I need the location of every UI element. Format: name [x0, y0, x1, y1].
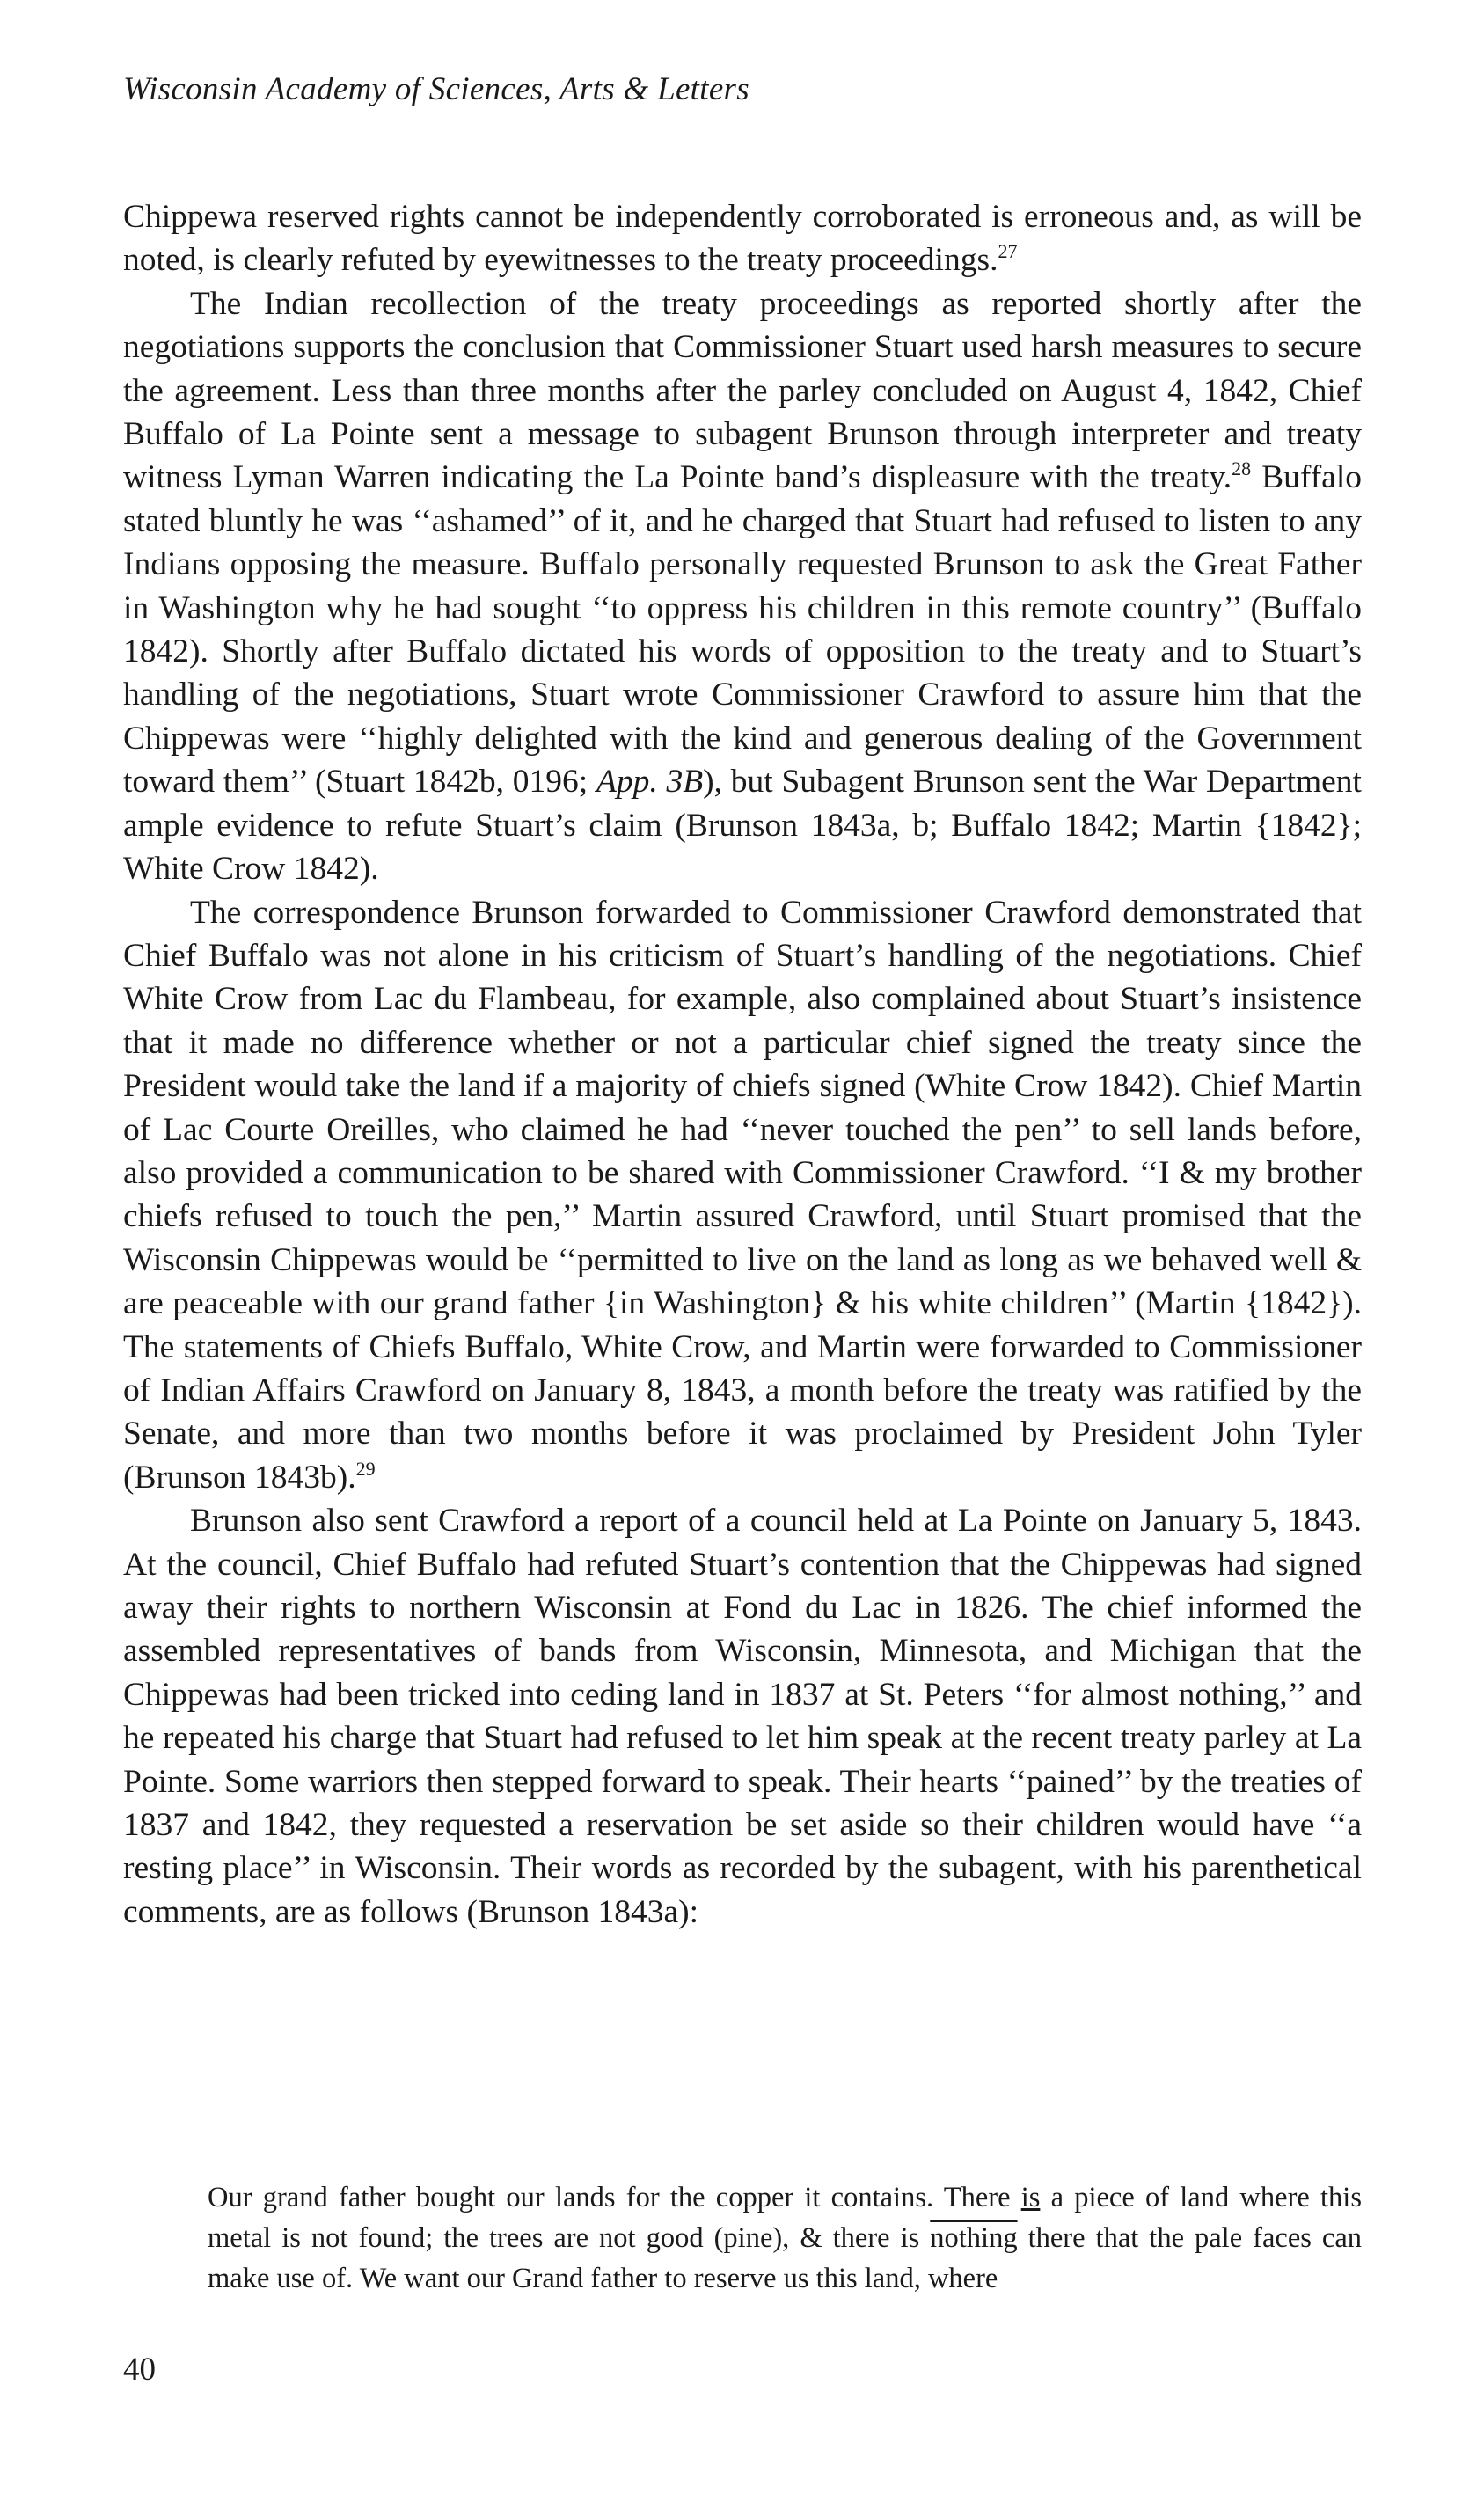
- running-header: Wisconsin Academy of Sciences, Arts & Letters: [123, 71, 749, 107]
- paragraph: [123, 282, 1362, 891]
- footnote-ref: 27: [998, 240, 1018, 263]
- footnote-ref: 29: [355, 1457, 376, 1480]
- quote-text: Our grand father bought our lands for the copper it contains. There: [208, 2182, 1021, 2213]
- paragraph-text: The correspondence Brunson forwarded to Commissioner Crawford demonstrated that Chief Buffalo was not alone in his criticism of Stuart’s handling of the negotiations. Chief White Crow from Lac du Flambeau, for example, also complained about Stuart’s insistence that it made no difference whether or not a particular chief signed the treaty since the President would take the land if a majority of chiefs signed (White Crow 1842). Chief Martin of Lac Courte Oreilles, who claimed he had ‘‘never touched the pen’’ to sell lands before, also provided a communication to be shared with Commissioner Crawford. ‘‘I & my brother chiefs refused to touch the pen,’’ Martin assured Crawford, until Stuart promised that the Wisconsin Chippewas would be ‘‘permitted to live on the land as long as we behaved well & are peaceable with our grand father {in Washington} & his white children’’ (Martin {1842}). The statements of Chiefs Buffalo, White Crow, and Martin were forwarded to Commissioner of Indian Affairs Crawford on January 8, 1843, a month before the treaty was ratified by the Senate, and more than two months before it was proclaimed by President John Tyler (Brunson 1843b).: [123, 894, 1362, 1496]
- paragraph-continued: [123, 195, 1362, 282]
- overlined-word: nothing: [930, 2222, 1018, 2254]
- page-number: 40: [123, 2352, 156, 2388]
- paragraph: [123, 891, 1362, 1500]
- paragraph-text: Buffalo stated bluntly he was ‘‘ashamed’’ of it, and he charged that Stuart had refused to listen to any Indians opposing the measure. Buffalo personally requested Brunson to ask the Great Father in Washington why he had sought ‘‘to oppress his children in this remote country’’ (Buffalo 1842). Shortly after Buffalo dictated his words of opposition to the treaty and to Stuart’s handling of the negotiations, Stuart wrote Commissioner Crawford to assure him that the Chippewas were ‘‘highly delighted with the kind and generous dealing of the Government toward them’’ (Stuart 1842b, 0196;: [123, 459, 1362, 801]
- block-quote: [208, 2177, 1362, 2299]
- quote-text: a piece of land where this metal is not found; the trees are not good (pine), & there is: [208, 2182, 1362, 2254]
- footnote-ref: 28: [1232, 457, 1252, 480]
- quote-text: there that the pale faces can make use of. We want our Grand father to reserve us this land, where: [208, 2222, 1362, 2294]
- paragraph-text: ), but Subagent Brunson sent the War Department ample evidence to refute Stuart’s claim (Brunson 1843a, b; Buffalo 1842; Martin {1842}; White Crow 1842).: [123, 764, 1362, 888]
- paragraph-text: The Indian recollection of the treaty proceedings as reported shortly after the negotiations supports the conclusion that Commissioner Stuart used harsh measures to secure the agreement. Less than three months after the parley concluded on August 4, 1842, Chief Buffalo of La Pointe sent a message to subagent Brunson through interpreter and treaty witness Lyman Warren indicating the La Pointe band’s displeasure with the treaty.: [123, 285, 1362, 496]
- paragraph-text: Brunson also sent Crawford a report of a council held at La Pointe on January 5, 1843. At the council, Chief Buffalo had refuted Stuart’s contention that the Chippewas had signed away their rights to northern Wisconsin at Fond du Lac in 1826. The chief informed the assembled representatives of bands from Wisconsin, Minnesota, and Michigan that the Chippewas had been tricked into ceding land in 1837 at St. Peters ‘‘for almost nothing,’’ and he repeated his charge that Stuart had refused to let him speak at the recent treaty parley at La Pointe. Some warriors then stepped forward to speak. Their hearts ‘‘pained’’ by the treaties of 1837 and 1842, they requested a reservation be set aside so their children would have ‘‘a resting place’’ in Wisconsin. Their words as recorded by the subagent, with his parenthetical comments, are as follows (Brunson 1843a):: [123, 1503, 1362, 1930]
- article-body: [123, 195, 1362, 1934]
- paragraph-text: Chippewa reserved rights cannot be independently corroborated is erroneous and, as will be noted, is clearly refuted by eyewitnesses to the treaty proceedings.: [123, 199, 1362, 279]
- quote-paragraph: [208, 2177, 1362, 2299]
- appendix-reference: App. 3B: [596, 764, 704, 801]
- paragraph: [123, 1499, 1362, 1934]
- underlined-word: is: [1020, 2182, 1041, 2213]
